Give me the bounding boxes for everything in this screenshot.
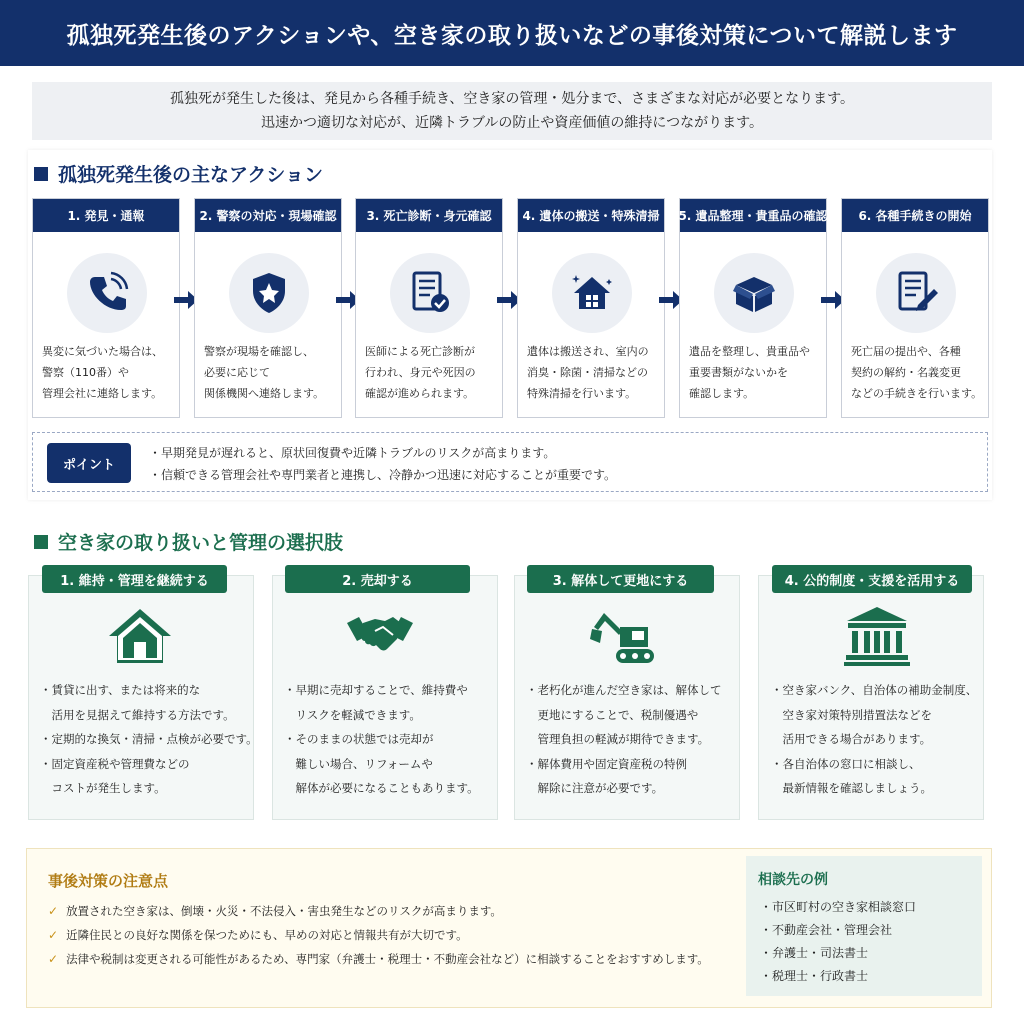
- option-description-3: [526, 678, 722, 801]
- option-line: 最新情報を確認しましょう。: [771, 781, 932, 795]
- notes-item-text: 法律や税制は変更される可能性があるため、専門家（弁護士・税理士・不動産会社など）に相談することをおすすめします。: [66, 952, 709, 966]
- option-description-2: [284, 678, 479, 801]
- document-pen-icon: [876, 253, 956, 333]
- option-line: ・賃貸に出す、または将来的な: [40, 683, 201, 697]
- step-label: 5. 遺品整理・貴重品の確認: [680, 199, 826, 232]
- contacts-item: ・税理士・行政書士: [760, 969, 869, 983]
- contacts-item: ・不動産会社・管理会社: [760, 923, 893, 937]
- step-line: 消臭・除菌・清掃などの: [527, 366, 648, 379]
- document-check-icon: [390, 253, 470, 333]
- step-label: 1. 発見・通報: [33, 199, 179, 232]
- step-line: 重要書類がないかを: [689, 366, 788, 379]
- house-icon: [105, 605, 175, 667]
- contacts-item: ・市区町村の空き家相談窓口: [760, 900, 917, 914]
- option-line: リスクを軽減できます。: [284, 707, 421, 722]
- point-line: ・早期発見が遅れると、原状回復費や近隣トラブルのリスクが高まります。: [149, 446, 556, 460]
- step-line: などの手続きを行います。: [851, 387, 983, 400]
- option-line: 解除に注意が必要です。: [526, 781, 664, 795]
- option-line: ・早期に売却することで、維持費や: [284, 683, 468, 697]
- check-icon: ✓: [48, 904, 59, 918]
- step-line: 異変に気づいた場合は、: [42, 345, 163, 358]
- step-line: 必要に応じて: [204, 366, 270, 379]
- option-description-4: [771, 678, 977, 801]
- notes-list: [48, 899, 709, 971]
- section-square-icon: [34, 167, 48, 181]
- option-description-1: [40, 678, 258, 801]
- phone-icon: [67, 253, 147, 333]
- intro-line-1: 孤独死が発生した後は、発見から各種手続き、空き家の管理・処分まで、さまざまな対応が必要となります。: [169, 91, 855, 107]
- contacts-title: 相談先の例: [758, 872, 828, 888]
- step-line: 行われ、身元や死因の: [365, 366, 476, 379]
- option-line: 解体が必要になることもあります。: [284, 781, 479, 795]
- step-label: 4. 遺体の搬送・特殊清掃: [518, 199, 664, 232]
- page-title: 孤独死発生後のアクションや、空き家の取り扱いなどの事後対策について解説します: [66, 22, 958, 49]
- step-line: 管理会社に連絡します。: [42, 387, 163, 400]
- step-description: [851, 341, 984, 404]
- step-line: 遺品を整理し、貴重品や: [689, 345, 810, 358]
- point-line: ・信頼できる管理会社や専門業者と連携し、冷静かつ迅速に対応することが重要です。: [149, 468, 617, 482]
- contacts-item: ・弁護士・司法書士: [760, 946, 869, 960]
- point-badge: ポイント: [47, 443, 131, 483]
- options-title-text: 空き家の取り扱いと管理の選択肢: [58, 532, 344, 554]
- notes-item: [48, 947, 709, 971]
- option-line: ・解体費用や固定資産税の特例: [526, 756, 687, 771]
- option-line: 活用を見据えて維持する方法です。: [40, 707, 235, 722]
- contacts-list: [760, 896, 916, 988]
- option-line: ・そのままの状態では売却が: [284, 732, 434, 746]
- notes-item: [48, 899, 709, 923]
- option-line: ・老朽化が進んだ空き家は、解体して: [526, 683, 722, 697]
- step-description: [365, 341, 498, 404]
- handshake-icon: [345, 605, 415, 667]
- step-description: [689, 341, 822, 404]
- step-line: 医師による死亡診断が: [365, 345, 475, 358]
- notes-title: 事後対策の注意点: [48, 872, 169, 890]
- section-square-icon: [34, 535, 48, 549]
- government-building-icon: [842, 605, 912, 667]
- excavator-icon: [588, 605, 658, 667]
- step-label: 6. 各種手続きの開始: [842, 199, 988, 232]
- step-card-4: [517, 198, 665, 418]
- notes-item-text: 放置された空き家は、倒壊・火災・不法侵入・害虫発生などのリスクが高まります。: [66, 904, 502, 918]
- notes-item-text: 近隣住民との良好な関係を保つためにも、早めの対応と情報共有が大切です。: [66, 928, 468, 942]
- check-icon: ✓: [48, 952, 59, 966]
- intro-box: [32, 82, 992, 140]
- step-description: [527, 341, 660, 404]
- option-line: 活用できる場合があります。: [771, 732, 932, 746]
- step-description: [42, 341, 175, 404]
- step-card-3: [355, 198, 503, 418]
- option-line: 空き家対策特別措置法などを: [771, 707, 932, 722]
- step-line: 死亡届の提出や、各種: [851, 345, 961, 358]
- step-line: 確認します。: [689, 387, 755, 400]
- step-line: 関係機関へ連絡します。: [204, 387, 325, 400]
- point-box: [32, 432, 988, 492]
- police-badge-icon: [229, 253, 309, 333]
- step-card-5: [679, 198, 827, 418]
- actions-title-text: 孤独死発生後の主なアクション: [58, 164, 324, 186]
- point-list: [149, 442, 616, 486]
- step-line: 警察（110番）や: [42, 366, 129, 379]
- option-line: ・空き家バンク、自治体の補助金制度、: [771, 683, 978, 697]
- box-icon: [714, 253, 794, 333]
- option-label-2: 2. 売却する: [285, 565, 470, 593]
- option-line: 更地にすることで、税制優遇や: [526, 707, 699, 722]
- step-card-2: [194, 198, 342, 418]
- step-description: [204, 341, 337, 404]
- option-line: ・定期的な換気・清掃・点検が必要です。: [40, 732, 258, 746]
- check-icon: ✓: [48, 928, 59, 942]
- clean-house-icon: [552, 253, 632, 333]
- step-line: 遺体は搬送され、室内の: [527, 345, 649, 358]
- step-line: 契約の解約・名義変更: [851, 366, 961, 379]
- actions-section-title: [34, 160, 323, 187]
- step-card-1: [32, 198, 180, 418]
- option-line: ・各自治体の窓口に相談し、: [771, 756, 921, 771]
- step-line: 特殊清掃を行います。: [527, 387, 637, 400]
- step-line: 警察が現場を確認し、: [204, 345, 314, 358]
- option-label-1: 1. 維持・管理を継続する: [42, 565, 227, 593]
- option-line: 管理負担の軽減が期待できます。: [526, 732, 710, 746]
- step-label: 3. 死亡診断・身元確認: [356, 199, 502, 232]
- option-line: 難しい場合、リフォームや: [284, 756, 433, 771]
- option-label-3: 3. 解体して更地にする: [527, 565, 714, 593]
- notes-item: [48, 923, 709, 947]
- option-label-4: 4. 公的制度・支援を活用する: [772, 565, 972, 593]
- step-line: 確認が進められます。: [365, 387, 475, 400]
- page-header: [0, 0, 1024, 66]
- intro-line-2: 迅速かつ適切な対応が、近隣トラブルの防止や資産価値の維持につながります。: [260, 115, 764, 131]
- option-line: ・固定資産税や管理費などの: [40, 756, 190, 771]
- step-label: 2. 警察の対応・現場確認: [195, 199, 341, 232]
- step-card-6: [841, 198, 989, 418]
- options-section-title: [34, 528, 343, 555]
- option-line: コストが発生します。: [40, 781, 166, 795]
